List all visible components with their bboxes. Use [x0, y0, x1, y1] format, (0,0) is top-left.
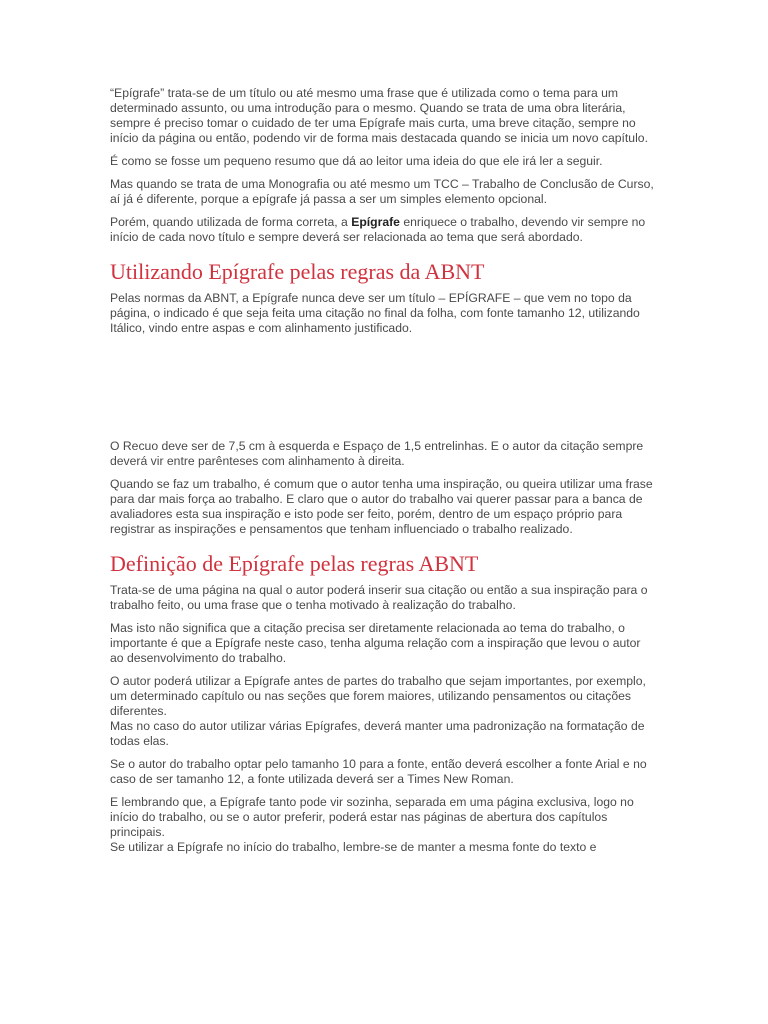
section-heading-definition: Definição de Epígrafe pelas regras ABNT — [110, 551, 479, 576]
section2-paragraph-3: O autor poderá utilizar a Epígrafe antes de partes do trabalho que sejam importantes, por exemplo, um determinado capítulo ou nas seções que forem maiores, utilizando pensamentos ou citações diferentes. — [110, 674, 646, 718]
section2-paragraph-6: E lembrando que, a Epígrafe tanto pode vir sozinha, separada em uma página exclusiva, logo no início do trabalho, ou se o autor preferir, poderá estar nas páginas de abertura dos capítulos principais. — [110, 795, 634, 839]
intro-paragraph-2: É como se fosse um pequeno resumo que dá ao leitor uma ideia do que ele irá ler a seguir. — [110, 154, 603, 168]
document-page — [110, 86, 656, 863]
intro-paragraph-3: Mas quando se trata de uma Monografia ou até mesmo um TCC – Trabalho de Conclusão de Curso, aí já é diferente, porque a epígrafe já passa a ser um simples elemento opcional. — [110, 177, 654, 206]
section1-paragraph-1: Pelas normas da ABNT, a Epígrafe nunca deve ser um título – EPÍGRAFE – que vem no topo da página, o indicado é que seja feita uma citação no final da folha, com fonte tamanho 12, utilizando Itálico, vindo entre aspas e com alinhamento justificado. — [110, 291, 640, 335]
intro-paragraph-4-end: enriquece o trabalho, devendo vir sempre no início de cada novo título e sempre deverá ser relacionada ao tema que será abordado. — [110, 215, 646, 244]
section2-paragraph-1: Trata-se de uma página na qual o autor poderá inserir sua citação ou então a sua inspiração para o trabalho feito, ou uma frase que o tenha motivado à realização do trabalho. — [110, 583, 648, 612]
section1-paragraph-2: O Recuo deve ser de 7,5 cm à esquerda e Espaço de 1,5 entrelinhas. E o autor da citação sempre deverá vir entre parênteses com alinhamento à direita. — [110, 439, 644, 468]
section2-paragraph-4: Mas no caso do autor utilizar várias Epígrafes, deverá manter uma padronização na formatação de todas elas. — [110, 719, 645, 748]
blank-space — [110, 344, 656, 439]
section2-paragraph-5: Se o autor do trabalho optar pelo tamanho 10 para a fonte, então deverá escolher a fonte Arial e no caso de ser tamanho 12, a fonte utilizada deverá ser a Times New Roman. — [110, 757, 647, 786]
epigrafe-bold-term: Epígrafe — [351, 215, 400, 229]
intro-paragraph-1: “Epígrafe” trata-se de um título ou até mesmo uma frase que é utilizada como o tema para um determinado assunto, ou uma introdução para o mesmo. Quando se trata de uma obra literária, sempre é preciso tomar o cuidado de ter uma Epígrafe mais curta, uma breve citação, sempre no início da página ou então, podendo vir de forma mais destacada quando se inicia um novo capítulo. — [110, 86, 648, 145]
intro-paragraph-4 — [110, 215, 656, 245]
section1-paragraph-3: Quando se faz um trabalho, é comum que o autor tenha uma inspiração, ou queira utilizar uma frase para dar mais força ao trabalho. E claro que o autor do trabalho vai querer passar para a banca de avaliadores esta sua inspiração e isto pode ser feito, porém, dentro de um espaço próprio para registrar as inspirações e pensamentos que tenham influenciado o trabalho realizado. — [110, 477, 653, 536]
intro-paragraph-4-start: Porém, quando utilizada de forma correta, a — [110, 215, 352, 229]
section2-paragraph-7: Se utilizar a Epígrafe no início do trabalho, lembre-se de manter a mesma fonte do texto e — [110, 840, 597, 854]
section2-paragraph-2: Mas isto não significa que a citação precisa ser diretamente relacionada ao tema do trabalho, o importante é que a Epígrafe neste caso, tenha alguma relação com a inspiração que levou o autor ao desenvolvimento do trabalho. — [110, 621, 641, 665]
section-heading-abnt-usage: Utilizando Epígrafe pelas regras da ABNT — [110, 259, 485, 284]
